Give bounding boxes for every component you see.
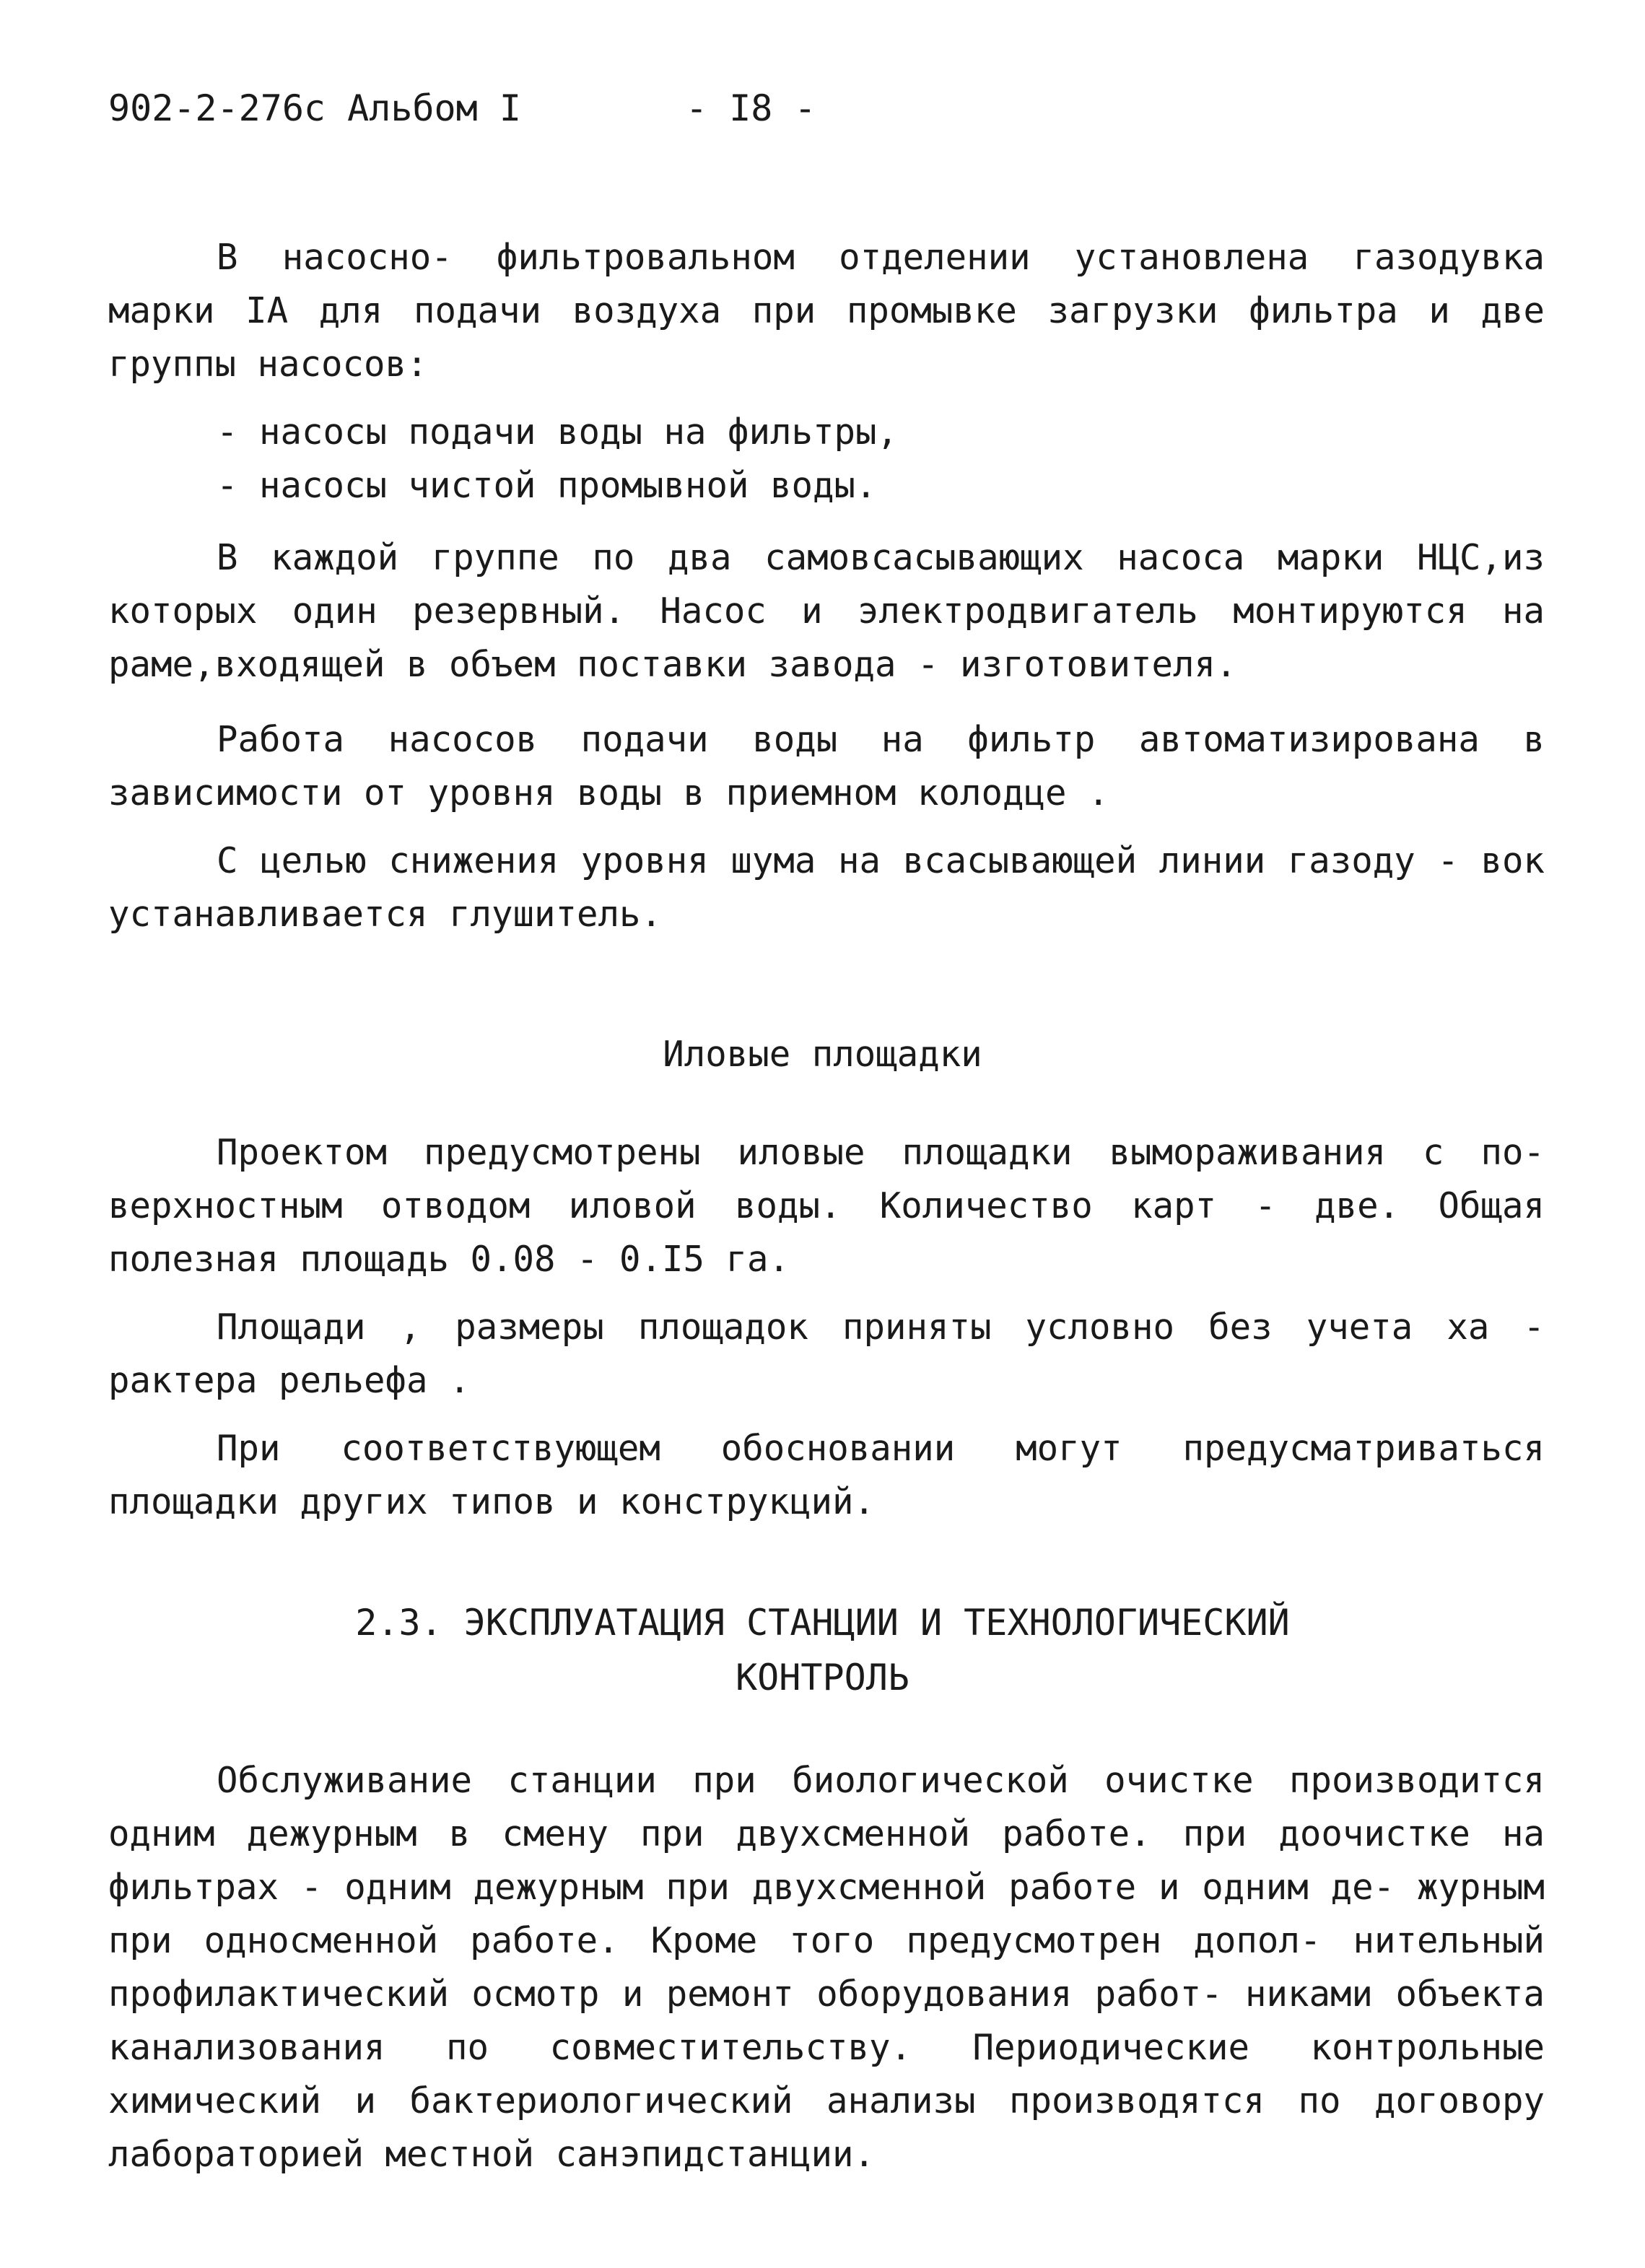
paragraph-operation: Обслуживание станции при биологической очистке производится одним дежурным в смену при двухсменной работе. при доочистке на фильтрах - одним дежурным при двухсменной работе и одним де- журным при односменной работе. Кроме того предусмотрен допол- нительный профилактический осмотр и ремонт оборудования работ- никами объекта канализования по совместительству. Периодические контрольные химический и бактериологический анализы производятся по договору лабораторией местной санэпидстанции. (108, 1760, 1545, 2175)
operation-section (108, 1754, 1545, 2181)
section-title-line-2: КОНТРОЛЬ (736, 1657, 909, 1698)
section-title-line-1: 2.3. ЭКСПЛУАТАЦИЯ СТАНЦИИ И ТЕХНОЛОГИЧЕСКИЙ (355, 1602, 1290, 1644)
list-item-wash-pumps: - насосы чистой промывной воды. (217, 465, 877, 506)
paragraph-automation: Работа насосов подачи воды на фильтр автоматизирована в зависимости от уровня воды в приемном колодце . (108, 719, 1545, 814)
sludge-section (108, 1126, 1545, 1529)
paragraph-other-types: При соответствующем обосновании могут предусматриваться площадки других типов и конструкций. (108, 1428, 1545, 1522)
paragraph-sludge-beds: Проектом предусмотрены иловые площадки вымораживания с по- верхностным отводом иловой воды. Количество карт - две. Общая полезная площадь 0.08 - 0.I5 га. (108, 1132, 1545, 1280)
pump-section (108, 231, 1545, 941)
paragraph-silencer: С целью снижения уровня шума на всасывающей линии газоду - вок устанавливается глушитель. (108, 840, 1545, 935)
paragraph-sizes: Площади , размеры площадок приняты условно без учета ха - рактера рельефа . (108, 1307, 1545, 1401)
page-header (108, 87, 816, 130)
page-number: - I8 - (686, 87, 816, 129)
paragraph-pump-groups: В каждой группе по два самовсасывающих насоса марки НЦС,из которых один резервный. Насос и электродвигатель монтируются на раме,входящей в объем поставки завода - изготовителя. (108, 537, 1545, 685)
section-title (0, 1595, 1645, 1705)
document-code: 902-2-276с Альбом I (108, 87, 521, 129)
sludge-beds-heading: Иловые площадки (663, 1034, 982, 1075)
paragraph-gas-blower: В насосно- фильтровальном отделении установлена газодувка марки IА для подачи воздуха при промывке загрузки фильтра и две группы насосов: (108, 237, 1545, 385)
list-item-feed-pumps: - насосы подачи воды на фильтры, (217, 411, 899, 453)
